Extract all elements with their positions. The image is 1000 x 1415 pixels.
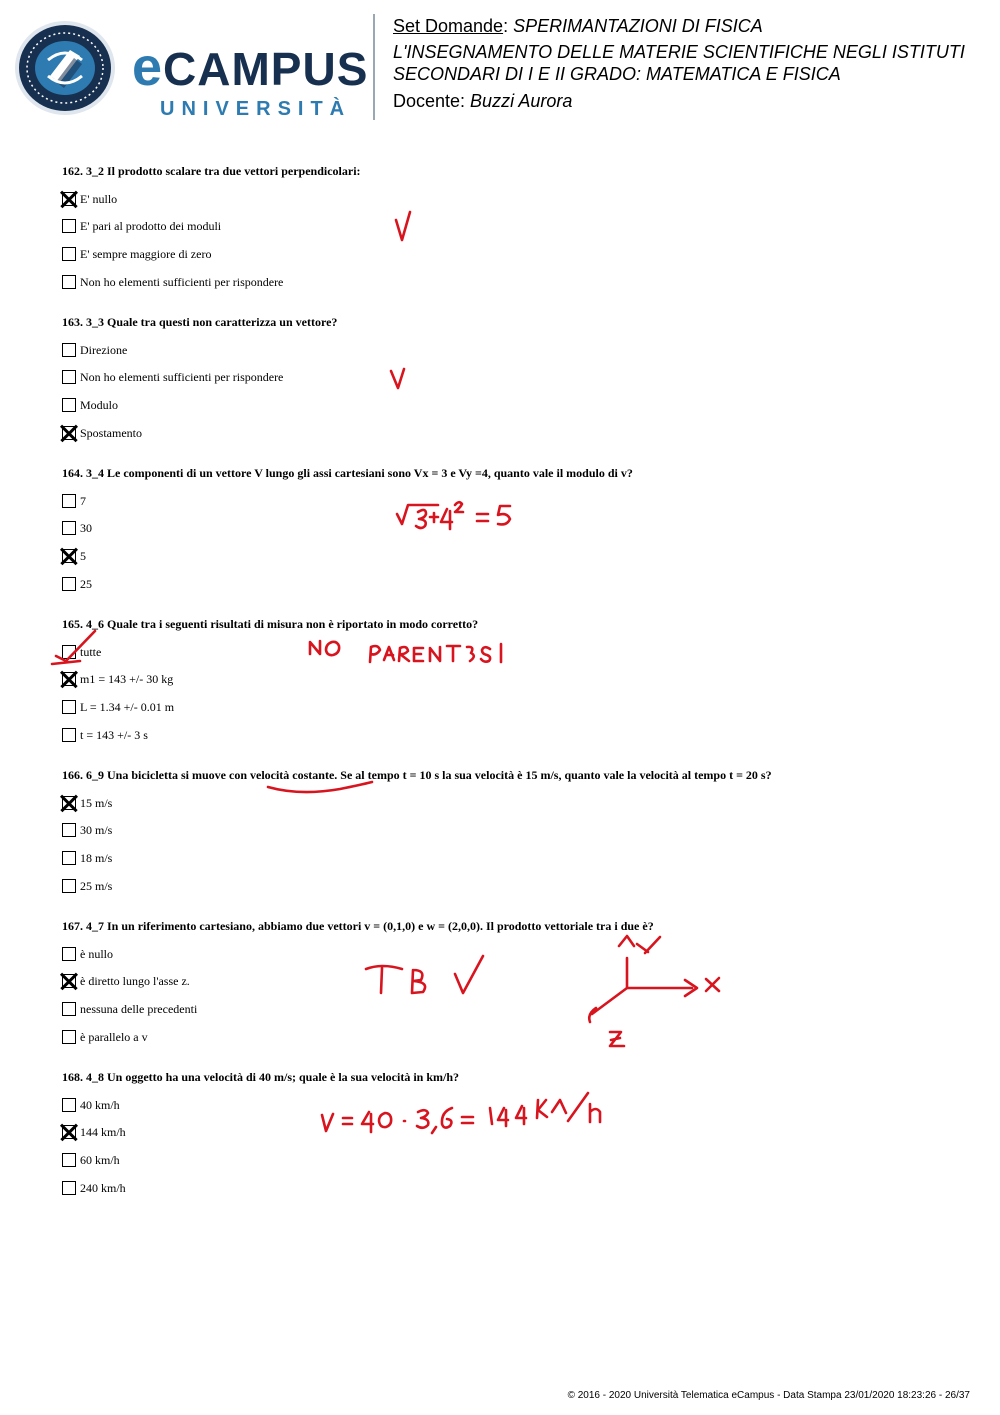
option-row[interactable] xyxy=(62,974,654,988)
option-row[interactable] xyxy=(62,426,337,440)
option-label: 240 km/h xyxy=(80,1180,126,1195)
question-text: 167. 4_7 In un riferimento cartesiano, abbiamo due vettori v = (0,1,0) e w = (2,0,0). Il prodotto vettoriale tra i due è? xyxy=(62,919,654,933)
option-label: t = 143 +/- 3 s xyxy=(80,727,148,742)
option-label: è nullo xyxy=(80,946,113,961)
answer-checkbox[interactable] xyxy=(62,494,76,508)
question-164 xyxy=(62,466,633,591)
option-row[interactable] xyxy=(62,192,361,206)
question-166 xyxy=(62,768,772,893)
option-row[interactable] xyxy=(62,851,772,865)
option-row[interactable] xyxy=(62,672,478,686)
answer-checkbox[interactable] xyxy=(62,577,76,591)
option-row[interactable] xyxy=(62,1030,654,1044)
answer-checkbox[interactable] xyxy=(62,219,76,233)
question-text: 168. 4_8 Un oggetto ha una velocità di 40 m/s; quale è la sua velocità in km/h? xyxy=(62,1070,460,1084)
option-label: E' pari al prodotto dei moduli xyxy=(80,219,222,234)
option-row[interactable] xyxy=(62,1125,459,1139)
answer-checkbox[interactable] xyxy=(62,370,76,384)
question-text: 162. 3_2 Il prodotto scalare tra due vettori perpendicolari: xyxy=(62,164,361,178)
answer-checkbox[interactable] xyxy=(62,823,76,837)
option-label: 25 xyxy=(80,576,92,591)
option-row[interactable] xyxy=(62,947,654,961)
option-label: Non ho elementi sufficienti per rispondere xyxy=(80,370,284,385)
option-row[interactable] xyxy=(62,1181,459,1195)
answer-checkbox[interactable] xyxy=(62,275,76,289)
option-row[interactable] xyxy=(62,728,478,742)
answer-checkbox[interactable] xyxy=(62,1181,76,1195)
option-label: 40 km/h xyxy=(80,1097,120,1112)
answer-checkbox[interactable] xyxy=(62,426,76,440)
teacher-label: Docente: xyxy=(393,91,471,111)
logo-wordmark: eCAMPUS xyxy=(132,37,369,97)
checkmark-icon xyxy=(391,369,404,388)
option-row[interactable] xyxy=(62,247,361,261)
set-colon: : xyxy=(503,16,514,36)
course-line-1: L'INSEGNAMENTO DELLE MATERIE SCIENTIFICHE NEGLI ISTITUTI xyxy=(393,42,965,62)
answer-checkbox[interactable] xyxy=(62,343,76,357)
option-label: 144 km/h xyxy=(80,1125,126,1140)
question-text: 164. 3_4 Le componenti di un vettore V lungo gli assi cartesiani sono Vx = 3 e Vy =4, quanto vale il modulo di v? xyxy=(62,466,633,480)
answer-checkbox[interactable] xyxy=(62,1153,76,1167)
question-text: 165. 4_6 Quale tra i seguenti risultati di misura non è riportato in modo corretto? xyxy=(62,617,479,631)
option-label: 25 m/s xyxy=(80,878,113,893)
option-label: Direzione xyxy=(80,342,128,357)
option-row[interactable] xyxy=(62,823,772,837)
university-seal-icon xyxy=(14,20,116,116)
option-label: E' nullo xyxy=(80,191,118,206)
option-label: 60 km/h xyxy=(80,1153,120,1168)
course-line-2: SECONDARI DI I E II GRADO: MATEMATICA E FISICA xyxy=(393,64,841,84)
answer-checkbox[interactable] xyxy=(62,700,76,714)
option-row[interactable] xyxy=(62,1002,654,1016)
option-label: è diretto lungo l'asse z. xyxy=(80,974,190,989)
answer-checkbox[interactable] xyxy=(62,247,76,261)
option-row[interactable] xyxy=(62,1098,459,1112)
page-footer: © 2016 - 2020 Università Telematica eCampus - Data Stampa 23/01/2020 18:23:26 - 26/37 xyxy=(567,1390,970,1401)
option-row[interactable] xyxy=(62,549,633,563)
option-label: 30 m/s xyxy=(80,823,113,838)
option-row[interactable] xyxy=(62,398,337,412)
option-label: nessuna delle precedenti xyxy=(80,1002,198,1017)
option-row[interactable] xyxy=(62,879,772,893)
question-text: 163. 3_3 Quale tra questi non caratterizza un vettore? xyxy=(62,315,338,329)
answer-checkbox[interactable] xyxy=(62,1002,76,1016)
question-163 xyxy=(62,315,337,440)
option-label: 18 m/s xyxy=(80,851,113,866)
option-label: L = 1.34 +/- 0.01 m xyxy=(80,700,175,715)
answer-checkbox[interactable] xyxy=(62,645,76,659)
answer-checkbox[interactable] xyxy=(62,1125,76,1139)
option-row[interactable] xyxy=(62,343,337,357)
option-row[interactable] xyxy=(62,370,337,384)
answer-checkbox[interactable] xyxy=(62,947,76,961)
option-row[interactable] xyxy=(62,219,361,233)
option-row[interactable] xyxy=(62,494,633,508)
option-label: è parallelo a v xyxy=(80,1029,148,1044)
checkmark-icon xyxy=(396,212,410,240)
question-167 xyxy=(62,919,654,1044)
teacher-name: Buzzi Aurora xyxy=(470,91,573,111)
option-row[interactable] xyxy=(62,645,478,659)
answer-checkbox[interactable] xyxy=(62,398,76,412)
answer-checkbox[interactable] xyxy=(62,192,76,206)
option-row[interactable] xyxy=(62,796,772,810)
option-row[interactable] xyxy=(62,1153,459,1167)
answer-checkbox[interactable] xyxy=(62,549,76,563)
option-label: m1 = 143 +/- 30 kg xyxy=(80,672,174,687)
question-168 xyxy=(62,1070,459,1195)
teacher-row xyxy=(393,90,965,112)
answer-checkbox[interactable] xyxy=(62,672,76,686)
answer-checkbox[interactable] xyxy=(62,1098,76,1112)
option-label: tutte xyxy=(80,644,102,659)
answer-checkbox[interactable] xyxy=(62,728,76,742)
option-row[interactable] xyxy=(62,521,633,535)
header-divider xyxy=(373,14,375,120)
answer-checkbox[interactable] xyxy=(62,974,76,988)
set-row xyxy=(393,15,965,37)
option-label: Non ho elementi sufficienti per rispondere xyxy=(80,274,284,289)
option-label: 30 xyxy=(80,521,92,536)
option-row[interactable] xyxy=(62,700,478,714)
option-label: Spostamento xyxy=(80,425,142,440)
option-label: 15 m/s xyxy=(80,795,113,810)
option-row[interactable] xyxy=(62,577,633,591)
answer-checkbox[interactable] xyxy=(62,521,76,535)
question-162 xyxy=(62,164,361,289)
set-label: Set Domande xyxy=(393,16,504,36)
option-row[interactable] xyxy=(62,275,361,289)
page-header xyxy=(0,0,1000,140)
answer-checkbox[interactable] xyxy=(62,851,76,865)
answer-checkbox[interactable] xyxy=(62,796,76,810)
option-label: 5 xyxy=(80,549,86,564)
question-text: 166. 6_9 Una bicicletta si muove con velocità costante. Se al tempo t = 10 s la sua velocità è 15 m/s, quanto vale la velocità al tempo t = 20 s? xyxy=(62,768,772,782)
option-label: Modulo xyxy=(80,398,119,413)
university-logo xyxy=(132,37,369,121)
answer-checkbox[interactable] xyxy=(62,1030,76,1044)
logo-subtitle: UNIVERSITÀ xyxy=(160,98,352,120)
answer-checkbox[interactable] xyxy=(62,879,76,893)
set-name: SPERIMANTAZIONI DI FISICA xyxy=(513,16,763,36)
option-label: E' sempre maggiore di zero xyxy=(80,247,212,262)
option-label: 7 xyxy=(80,493,86,508)
question-165 xyxy=(62,617,478,742)
course-info xyxy=(393,15,965,112)
